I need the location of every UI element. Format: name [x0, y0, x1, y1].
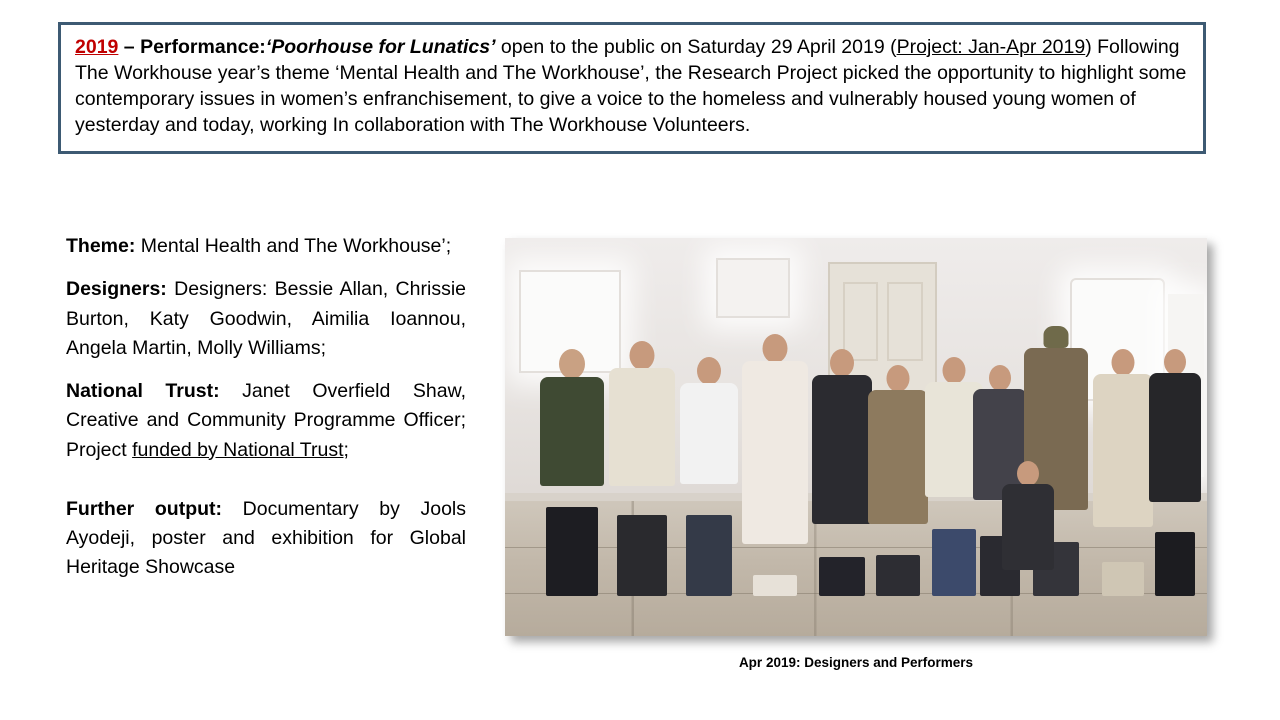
theme-text: Mental Health and The Workhouse’; [135, 235, 452, 257]
theme-paragraph [66, 232, 466, 261]
theme-label: Theme: [66, 235, 136, 257]
national-trust-label: National Trust: [66, 380, 220, 402]
person-figure-crouching [996, 461, 1059, 596]
photo-caption: Apr 2019: Designers and Performers [738, 655, 974, 670]
callout-body-text: Following The Workhouse year’s theme ‘Mental Health and The Workhouse’, the Research Project picked the opportunity to highlight some contemporary issues in women’s enfranchisement, to give a voice to the homeless and vulnerably housed young women of yesterday and today, working In collaboration with The Workhouse Volunteers. [75, 36, 1187, 136]
person-figure [533, 349, 610, 596]
person-figure [603, 341, 680, 596]
further-output-label: Further output: [66, 497, 223, 520]
callout-open-text: open to the public on Saturday 29 April 2019 ( [495, 36, 897, 58]
person-figure [737, 334, 814, 597]
group-photo [505, 238, 1207, 636]
further-output-text: Documentary by Jools Ayodeji, poster and exhibition for Global Heritage Showcase [66, 497, 466, 579]
designers-text: Designers: Bessie Allan, Chrissie Burton, Katy Goodwin, Aimilia Ioannou, Angela Martin, Molly Williams; [66, 278, 466, 359]
callout-dash: – [118, 36, 141, 58]
designers-label: Designers: [66, 278, 167, 301]
window-middle [716, 258, 790, 318]
highlight-callout-box [58, 22, 1206, 154]
paragraph-spacer [66, 479, 466, 495]
callout-paragraph [75, 35, 1189, 139]
person-figure [1144, 349, 1207, 596]
year-label: 2019 [75, 36, 119, 58]
national-trust-text: Janet Overfield Shaw, Creative and Community Programme Officer; Project [66, 380, 466, 461]
project-link[interactable]: Project: Jan-Apr 2019 [896, 36, 1086, 58]
details-text-column [66, 232, 466, 583]
performance-title: ‘Poorhouse for Lunatics’ [265, 36, 496, 58]
funded-by-national-trust-link[interactable]: funded by National Trust [132, 438, 344, 461]
photo-scene [505, 238, 1207, 636]
national-trust-text-end: ; [343, 438, 349, 461]
further-output-paragraph [66, 495, 466, 583]
national-trust-paragraph [66, 377, 466, 465]
designers-paragraph [66, 275, 466, 363]
callout-close-paren: ) [1085, 36, 1092, 58]
performance-label: Performance: [140, 36, 266, 58]
person-figure [673, 357, 743, 596]
